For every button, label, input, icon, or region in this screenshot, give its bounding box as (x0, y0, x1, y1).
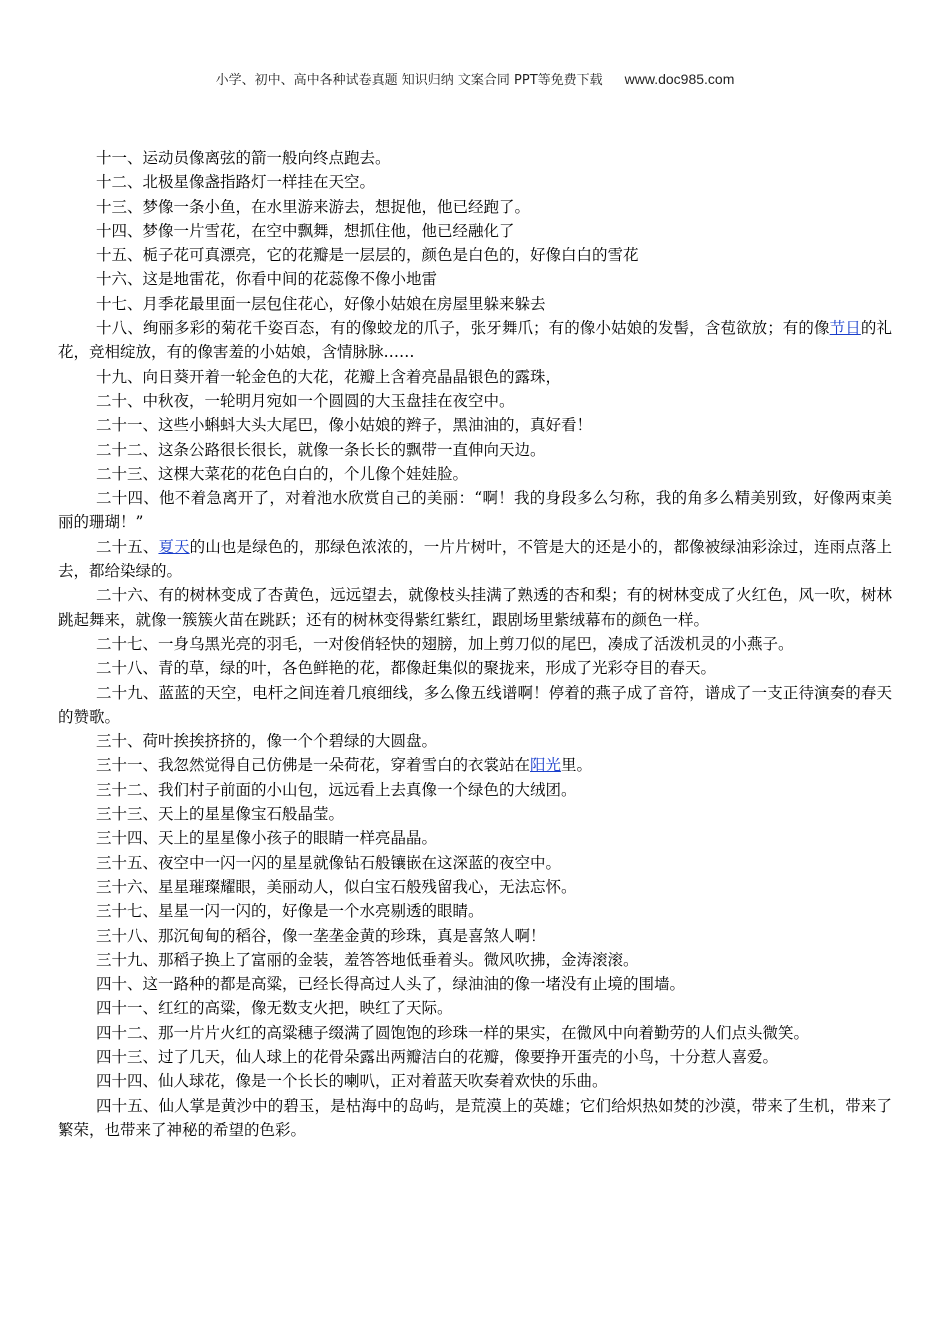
paragraph-text: 二十三、这棵大菜花的花色白白的，个儿像个娃娃脸。 (96, 464, 469, 483)
paragraph-text: 二十二、这条公路很长很长，就像一条长长的飘带一直伸向天边。 (96, 440, 546, 459)
paragraph (58, 535, 892, 584)
paragraph (58, 316, 892, 365)
paragraph-text: 四十四、仙人球花，像是一个长长的喇叭，正对着蓝天吹奏着欢快的乐曲。 (96, 1072, 608, 1091)
paragraph (58, 753, 892, 777)
paragraph (58, 972, 892, 996)
document-body (58, 146, 892, 1142)
paragraph-text: 四十二、那一片片火红的高粱穗子缀满了圆饱饱的珍珠一样的果实，在微风中向着勤劳的人们点头微笑。 (96, 1023, 810, 1042)
paragraph (58, 292, 892, 316)
paragraph-text: 二十、中秋夜，一轮明月宛如一个圆圆的大玉盘挂在夜空中。 (96, 391, 515, 410)
paragraph-text: 二十七、一身乌黑光亮的羽毛，一对俊俏轻快的翅膀，加上剪刀似的尾巴，凑成了活泼机灵的小燕子。 (96, 634, 794, 653)
paragraph (58, 681, 892, 730)
paragraph-text: 三十二、我们村子前面的小山包，远远看上去真像一个绿色的大绒团。 (96, 780, 577, 799)
paragraph (58, 267, 892, 291)
paragraph (58, 146, 892, 170)
paragraph-text: 三十六、星星璀璨耀眼，美丽动人，似白宝石般残留我心，无法忘怀。 (96, 877, 577, 896)
paragraph (58, 875, 892, 899)
inline-link[interactable]: 节日 (829, 319, 861, 338)
paragraph (58, 1094, 892, 1143)
paragraph (58, 996, 892, 1020)
paragraph-text: 二十八、青的草，绿的叶，各色鲜艳的花，都像赶集似的聚拢来，形成了光彩夺目的春天。 (96, 659, 717, 678)
paragraph-text: 三十四、天上的星星像小孩子的眼睛一样亮晶晶。 (96, 829, 438, 848)
paragraph-text: 四十一、红红的高粱，像无数支火把，映红了天际。 (96, 999, 453, 1018)
paragraph-text: 十六、这是地雷花，你看中间的花蕊像不像小地雷 (96, 270, 438, 289)
paragraph-text: 二十一、这些小蝌蚪大头大尾巴，像小姑娘的辫子，黑油油的，真好看！ (96, 416, 593, 435)
paragraph (58, 365, 892, 389)
page-header (0, 69, 950, 88)
paragraph-text: 三十七、星星一闪一闪的，好像是一个水亮剔透的眼睛。 (96, 902, 484, 921)
paragraph (58, 1045, 892, 1069)
paragraph-text: 十五、栀子花可真漂亮，它的花瓣是一层层的，颜色是白色的，好像白白的雪花 (96, 246, 639, 265)
paragraph (58, 924, 892, 948)
paragraph (58, 1021, 892, 1045)
paragraph (58, 802, 892, 826)
paragraph (58, 170, 892, 194)
paragraph-text: 四十三、过了几天，仙人球上的花骨朵露出两瓣洁白的花瓣，像要挣开蛋壳的小鸟，十分惹人喜爱。 (96, 1047, 779, 1066)
paragraph (58, 195, 892, 219)
paragraph-text: 十二、北极星像盏指路灯一样挂在天空。 (96, 173, 376, 192)
paragraph (58, 826, 892, 850)
paragraph (58, 948, 892, 972)
inline-link[interactable]: 夏天 (158, 537, 190, 556)
paragraph (58, 1069, 892, 1093)
paragraph-text: 里。 (561, 756, 593, 775)
paragraph-text: 二十九、蓝蓝的天空，电杆之间连着几痕细线，多么像五线谱啊！停着的燕子成了音符，谱成了一支正待演奏的春天的赞歌。 (58, 683, 892, 726)
paragraph-text: 三十一、我忽然觉得自己仿佛是一朵荷花，穿着雪白的衣裳站在 (96, 756, 531, 775)
paragraph-text: 十八、绚丽多彩的菊花千姿百态，有的像蛟龙的爪子，张牙舞爪；有的像小姑娘的发髻，含苞欲放；有的像 (96, 319, 830, 338)
paragraph-text: 的山也是绿色的，那绿色浓浓的，一片片树叶，不管是大的还是小的，都像被绿油彩涂过，连雨点落上去，都给染绿的。 (58, 537, 892, 581)
paragraph-text: 二十五、 (96, 537, 159, 556)
paragraph (58, 583, 892, 632)
paragraph-text: 三十、荷叶挨挨挤挤的，像一个个碧绿的大圆盘。 (96, 732, 438, 751)
paragraph (58, 778, 892, 802)
paragraph-text: 的礼花，竞相绽放，有的像害羞的小姑娘，含情脉脉…… (58, 319, 892, 362)
paragraph (58, 632, 892, 656)
paragraph (58, 243, 892, 267)
paragraph (58, 389, 892, 413)
paragraph-text: 三十五、夜空中一闪一闪的星星就像钻石般镶嵌在这深蓝的夜空中。 (96, 853, 562, 872)
paragraph (58, 219, 892, 243)
paragraph-text: 二十四、他不着急离开了，对着池水欣赏自己的美丽：“啊！我的身段多么匀称，我的角多么精美别致，好像两束美丽的珊瑚！” (58, 489, 892, 532)
paragraph-text: 三十八、那沉甸甸的稻谷，像一垄垄金黄的珍珠，真是喜煞人啊！ (96, 926, 546, 945)
paragraph-text: 十七、月季花最里面一层包住花心，好像小姑娘在房屋里躲来躲去 (96, 294, 546, 313)
paragraph-text: 十一、运动员像离弦的箭一般向终点跑去。 (96, 149, 391, 167)
paragraph-text: 十四、梦像一片雪花，在空中飘舞，想抓住他，他已经融化了 (96, 221, 515, 240)
paragraph (58, 656, 892, 680)
header-text: 小学、初中、高中各种试卷真题 知识归纳 文案合同 PPT等免费下载 (215, 73, 603, 88)
paragraph (58, 438, 892, 462)
paragraph-text: 三十三、天上的星星像宝石般晶莹。 (96, 805, 345, 824)
paragraph (58, 729, 892, 753)
inline-link[interactable]: 阳光 (530, 756, 562, 775)
paragraph (58, 486, 892, 535)
paragraph-text: 十三、梦像一条小鱼，在水里游来游去，想捉他，他已经跑了。 (96, 197, 531, 216)
header-site-url[interactable]: www.doc985.com (624, 71, 735, 87)
paragraph-text: 二十六、有的树林变成了杏黄色，远远望去，就像枝头挂满了熟透的杏和梨；有的树林变成了火红色，风一吹，树林跳起舞来，就像一簇簇火苗在跳跃；还有的树林变得紫红紫红，跟剧场里紫绒幕布的颜色一样。 (58, 586, 892, 629)
paragraph (58, 899, 892, 923)
paragraph (58, 851, 892, 875)
paragraph-text: 十九、向日葵开着一轮金色的大花，花瓣上含着亮晶晶银色的露珠， (96, 367, 562, 386)
paragraph-text: 四十、这一路种的都是高粱，已经长得高过人头了，绿油油的像一堵没有止境的围墙。 (96, 975, 686, 994)
paragraph (58, 462, 892, 486)
paragraph (58, 413, 892, 437)
paragraph-text: 三十九、那稻子换上了富丽的金装，羞答答地低垂着头。微风吹拂，金涛滚滚。 (96, 950, 639, 969)
paragraph-text: 四十五、仙人掌是黄沙中的碧玉，是枯海中的岛屿，是荒漠上的英雄；它们给炽热如焚的沙漠，带来了生机，带来了繁荣，也带来了神秘的希望的色彩。 (58, 1096, 892, 1139)
